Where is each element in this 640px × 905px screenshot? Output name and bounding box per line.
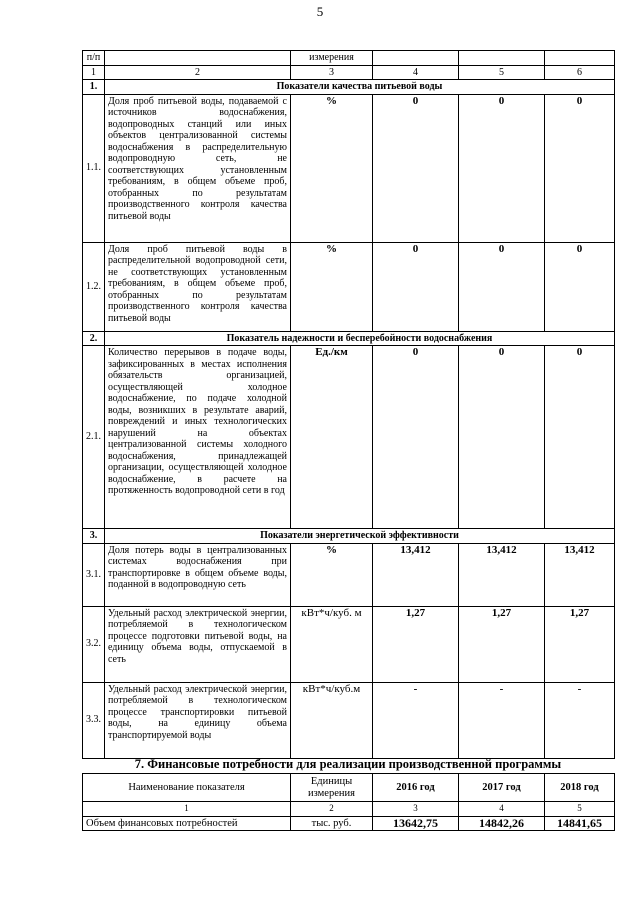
section-row <box>83 331 615 346</box>
row-unit: % <box>291 242 373 331</box>
header-cell: измерения <box>291 51 373 66</box>
header-cell: Наименование показателя <box>83 774 291 802</box>
row-unit: кВт*ч/куб.м <box>291 682 373 758</box>
header-cell <box>105 51 291 66</box>
row-value: 13,412 <box>373 543 459 606</box>
row-description: Удельный расход электрической энергии, потребляемой в технологическом процессе подготовки питьевой воды, на единицу объема воды, отпускаемой в сеть <box>105 606 291 682</box>
column-number: 5 <box>545 802 615 817</box>
column-number: 2 <box>291 802 373 817</box>
financial-needs-table <box>82 773 615 831</box>
table-row <box>83 816 615 831</box>
row-unit: Ед./км <box>291 346 373 529</box>
table-row <box>83 346 615 529</box>
row-value: - <box>459 682 545 758</box>
row-value: 0 <box>373 346 459 529</box>
row-value: - <box>373 682 459 758</box>
row-number: 1.1. <box>83 94 105 242</box>
column-number: 2 <box>105 65 291 80</box>
row-description: Доля проб питьевой воды в распределительной водопроводной сети, не соответствующих установленным требованиям, в общем объеме проб, отобранных по результатам производственного контроля качества питьевой воды <box>105 242 291 331</box>
table-header-row <box>83 51 615 66</box>
row-value: 1,27 <box>459 606 545 682</box>
row-unit: % <box>291 94 373 242</box>
section-title: Показатель надежности и бесперебойности водоснабжения <box>105 331 615 346</box>
header-cell: 2017 год <box>459 774 545 802</box>
header-cell: 2016 год <box>373 774 459 802</box>
section-row <box>83 80 615 95</box>
column-number-row <box>83 802 615 817</box>
header-cell: п/п <box>83 51 105 66</box>
row-value: 0 <box>373 242 459 331</box>
table-header-row <box>83 774 615 802</box>
row-value: 14842,26 <box>459 816 545 831</box>
row-number: 3.2. <box>83 606 105 682</box>
table-row <box>83 242 615 331</box>
row-value: 13,412 <box>459 543 545 606</box>
header-cell: Единицы измерения <box>291 774 373 802</box>
column-number: 4 <box>459 802 545 817</box>
section-number: 1. <box>83 80 105 95</box>
row-unit: тыс. руб. <box>291 816 373 831</box>
table-row <box>83 94 615 242</box>
header-cell <box>459 51 545 66</box>
row-value: 13,412 <box>545 543 615 606</box>
section-title: Показатели качества питьевой воды <box>105 80 615 95</box>
section-title: Показатели энергетической эффективности <box>105 529 615 544</box>
row-value: 0 <box>545 242 615 331</box>
row-value: 0 <box>459 346 545 529</box>
page-number: 5 <box>316 4 324 19</box>
row-label: Объем финансовых потребностей <box>83 816 291 831</box>
header-cell: 2018 год <box>545 774 615 802</box>
row-description: Удельный расход электрической энергии, потребляемой в технологическом процессе транспортировки питьевой воды, на единицу объема транспортируемой воды <box>105 682 291 758</box>
table-row <box>83 606 615 682</box>
header-cell <box>545 51 615 66</box>
table-row <box>83 682 615 758</box>
row-value: 0 <box>459 94 545 242</box>
row-value: 14841,65 <box>545 816 615 831</box>
header-cell <box>373 51 459 66</box>
row-value: 1,27 <box>545 606 615 682</box>
column-number-row <box>83 65 615 80</box>
row-unit: кВт*ч/куб. м <box>291 606 373 682</box>
column-number: 3 <box>291 65 373 80</box>
row-description: Доля потерь воды в централизованных системах водоснабжения при транспортировке в общем объеме воды, поданной в водопроводную сеть <box>105 543 291 606</box>
column-number: 1 <box>83 65 105 80</box>
row-value: 0 <box>545 94 615 242</box>
row-number: 2.1. <box>83 346 105 529</box>
row-value: 0 <box>459 242 545 331</box>
column-number: 4 <box>373 65 459 80</box>
row-description: Доля проб питьевой воды, подаваемой с источников водоснабжения, водопроводных станций или иных объектов централизованной системы водоснабжения в распределительную водопроводную сеть, не соответствующих установленным требованиям, в общем объеме проб, отобранных по результатам производственного контроля качества питьевой воды <box>105 94 291 242</box>
column-number: 5 <box>459 65 545 80</box>
section-heading: 7. Финансовые потребности для реализации производственной программы <box>134 757 562 771</box>
row-value: - <box>545 682 615 758</box>
row-number: 3.1. <box>83 543 105 606</box>
row-value: 0 <box>545 346 615 529</box>
row-number: 3.3. <box>83 682 105 758</box>
section-number: 2. <box>83 331 105 346</box>
row-value: 13642,75 <box>373 816 459 831</box>
row-unit: % <box>291 543 373 606</box>
row-value: 1,27 <box>373 606 459 682</box>
column-number: 6 <box>545 65 615 80</box>
table-row <box>83 543 615 606</box>
row-value: 0 <box>373 94 459 242</box>
section-number: 3. <box>83 529 105 544</box>
row-number: 1.2. <box>83 242 105 331</box>
indicators-table <box>82 50 615 759</box>
column-number: 3 <box>373 802 459 817</box>
section-row <box>83 529 615 544</box>
column-number: 1 <box>83 802 291 817</box>
row-description: Количество перерывов в подаче воды, зафиксированных в местах исполнения обязательств организацией, осуществляющей холодное водоснабжение, по подаче холодной воды, возникших в результате аварий, повреждений и иных технологических нарушений на объектах централизованной системы холодного водоснабжения, принадлежащей организации, осуществляющей холодное водоснабжение, в расчете на протяженность водопроводной сети в год <box>105 346 291 529</box>
